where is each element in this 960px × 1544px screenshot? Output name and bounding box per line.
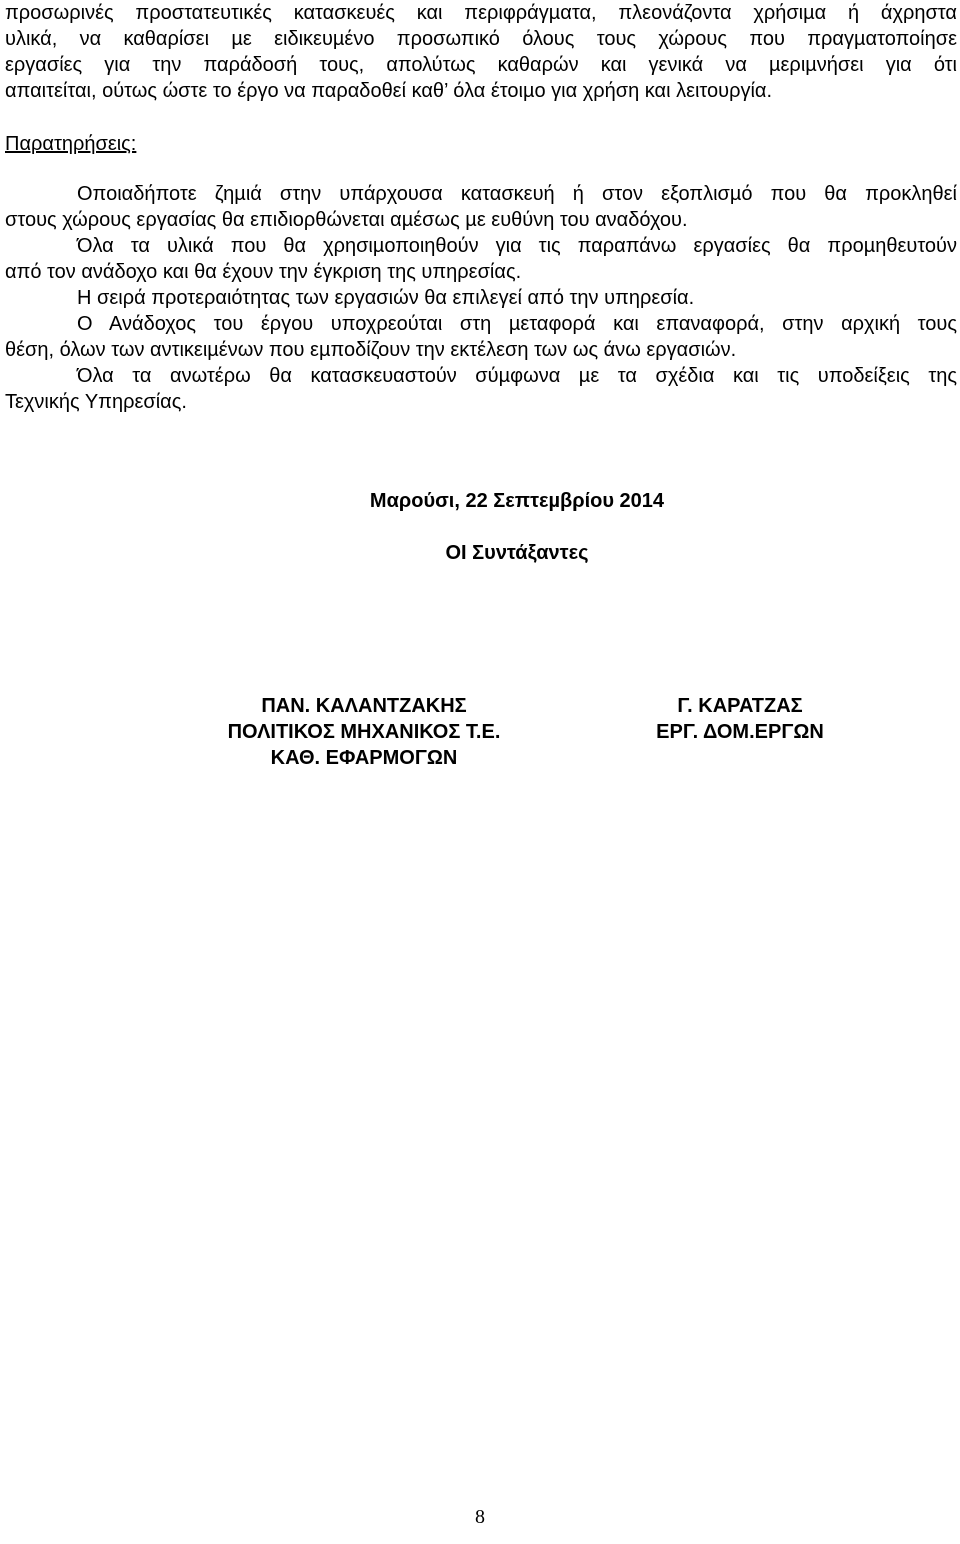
note-first-line: Ο Ανάδοχος του έργου υποχρεούται στη µεταφορά και επαναφορά, στην αρχική τους xyxy=(77,313,957,335)
note-rest-line: Τεχνικής Υπηρεσίας. xyxy=(5,391,187,413)
intro-line: εργασίες για την παράδοσή τους, απολύτως καθαρών και γενικά να µεριµνήσει για ότι xyxy=(5,54,957,76)
note-paragraph xyxy=(5,363,957,415)
note-rest-line: θέση, όλων των αντικειµένων που εµποδίζουν την εκτέλεση των ως άνω εργασιών. xyxy=(5,339,737,361)
signature-block-left xyxy=(194,693,534,771)
note-first-line: Οποιαδήποτε ζηµιά στην υπάρχουσα κατασκευή ή στον εξοπλισµό που θα προκληθεί xyxy=(77,183,957,205)
note-rest-line: από τον ανάδοχο και θα έχουν την έγκριση της υπηρεσίας. xyxy=(5,261,522,283)
signer-name: Γ. ΚΑΡΑΤΖΑΣ xyxy=(677,695,803,717)
signer-title: ΠΟΛΙΤΙΚΟΣ ΜΗΧΑΝΙΚΟΣ Τ.Ε. xyxy=(227,721,501,743)
intro-line: προσωρινές προστατευτικές κατασκευές και περιφράγµατα, πλεονάζοντα χρήσιµα ή άχρηστα xyxy=(5,2,957,24)
signer-title: ΚΑΘ. ΕΦΑΡΜΟΓΩΝ xyxy=(270,747,458,769)
signers-label: ΟΙ Συντάξαντες xyxy=(445,542,589,564)
note-paragraph xyxy=(5,285,957,311)
page-number: 8 xyxy=(475,1506,485,1528)
signer-name: ΠΑΝ. ΚΑΛΑΝΤΖΑΚΗΣ xyxy=(261,695,467,717)
note-paragraph xyxy=(5,233,957,285)
signer-title: ΕΡΓ. ΔΟΜ.ΕΡΓΩΝ xyxy=(656,721,824,743)
place-and-date: Μαρούσι, 22 Σεπτεµβρίου 2014 xyxy=(369,490,665,512)
intro-line: υλικά, να καθαρίσει µε ειδικευµένο προσωπικό όλους τους χώρους που πραγµατοποίησε xyxy=(5,28,957,50)
notes-section xyxy=(5,181,957,415)
note-rest-line: στους χώρους εργασίας θα επιδιορθώνεται αµέσως µε ευθύνη του αναδόχου. xyxy=(5,209,688,231)
intro-paragraph xyxy=(5,0,957,104)
note-paragraph xyxy=(5,311,957,363)
signature-block-right xyxy=(620,693,860,745)
notes-heading: Παρατηρήσεις: xyxy=(5,133,137,155)
note-first-line: Όλα τα ανωτέρω θα κατασκευαστούν σύµφωνα µε τα σχέδια και τις υποδείξεις της xyxy=(77,365,957,387)
intro-line: απαιτείται, ούτως ώστε το έργο να παραδοθεί καθ’ όλα έτοιµο για χρήση και λειτουργία. xyxy=(5,80,773,102)
note-first-line: Η σειρά προτεραιότητας των εργασιών θα επιλεγεί από την υπηρεσία. xyxy=(77,287,695,309)
note-first-line: Όλα τα υλικά που θα χρησιµοποιηθούν για τις παραπάνω εργασίες θα προµηθευτούν xyxy=(77,235,957,257)
note-paragraph xyxy=(5,181,957,233)
